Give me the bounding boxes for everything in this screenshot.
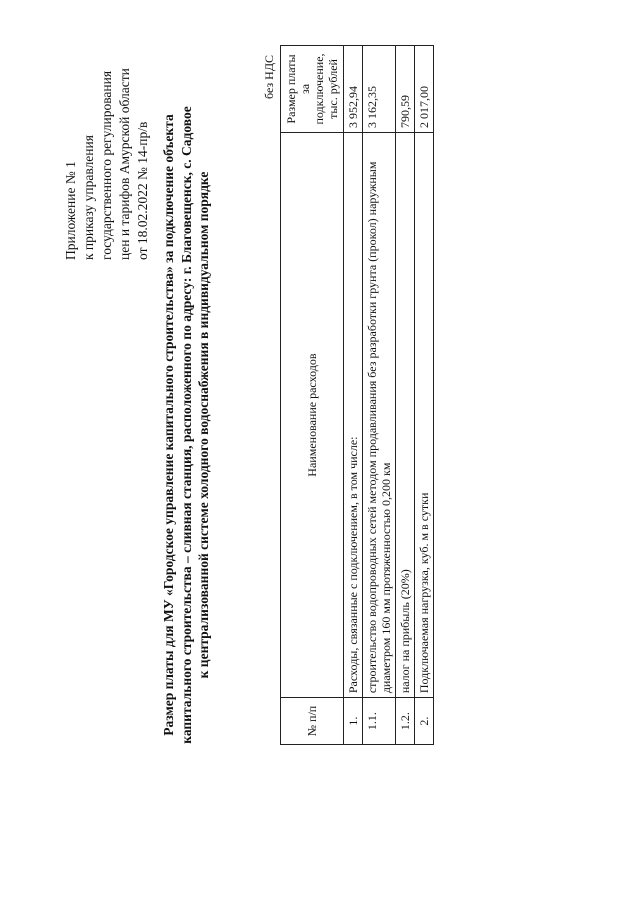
row-value: 3 162,35: [363, 46, 396, 133]
appendix-line: Приложение № 1: [63, 161, 78, 260]
row-value: 2 017,00: [415, 46, 434, 133]
title-line: капитального строительства – сливная станция, расположенного по адресу: г. Благовещенск, с. Садовое: [178, 106, 194, 744]
row-value: 3 952,94: [344, 46, 363, 133]
appendix-block: [62, 40, 152, 260]
row-num: 1.: [344, 698, 363, 745]
appendix-line: цен и тарифов Амурской области: [117, 68, 132, 260]
row-name: Расходы, связанные с подключением, в том числе:: [344, 132, 363, 697]
row-name: Подключаемая нагрузка, куб. м в сутки: [415, 132, 434, 697]
table-row: [344, 46, 363, 745]
document-title: [160, 75, 213, 775]
table-row: [363, 46, 396, 745]
row-num: 1.1.: [363, 698, 396, 745]
header-num: № п/п: [281, 698, 344, 745]
table-header-row: [281, 46, 344, 745]
appendix-line: к приказу управления: [81, 135, 96, 260]
appendix-line: от 18.02.2022 № 14-пр/в: [135, 121, 150, 260]
appendix-line: государственного регулирования: [99, 70, 114, 260]
table-row: [396, 46, 415, 745]
table-row: [415, 46, 434, 745]
header-name: Наименование расходов: [281, 132, 344, 697]
row-name: налог на прибыль (20%): [396, 132, 415, 697]
vat-note: без НДС: [262, 54, 276, 99]
row-name: строительство водопроводных сетей методом продавливания без разработки грунта (прокол) наружным диаметром 160 мм протяженностью 0,200 км: [363, 132, 396, 697]
row-value: 790,59: [396, 46, 415, 133]
title-line: Размер платы для МУ «Городское управление капитального строительства» за подключение объекта: [161, 114, 176, 736]
title-line: к централизованной системе холодного водоснабжения в индивидуальном порядке: [196, 171, 211, 679]
header-value: Размер платы за подключение, тыс. рублей: [281, 46, 344, 133]
row-num: 2.: [415, 698, 434, 745]
fees-table: [280, 45, 434, 745]
row-num: 1.2.: [396, 698, 415, 745]
